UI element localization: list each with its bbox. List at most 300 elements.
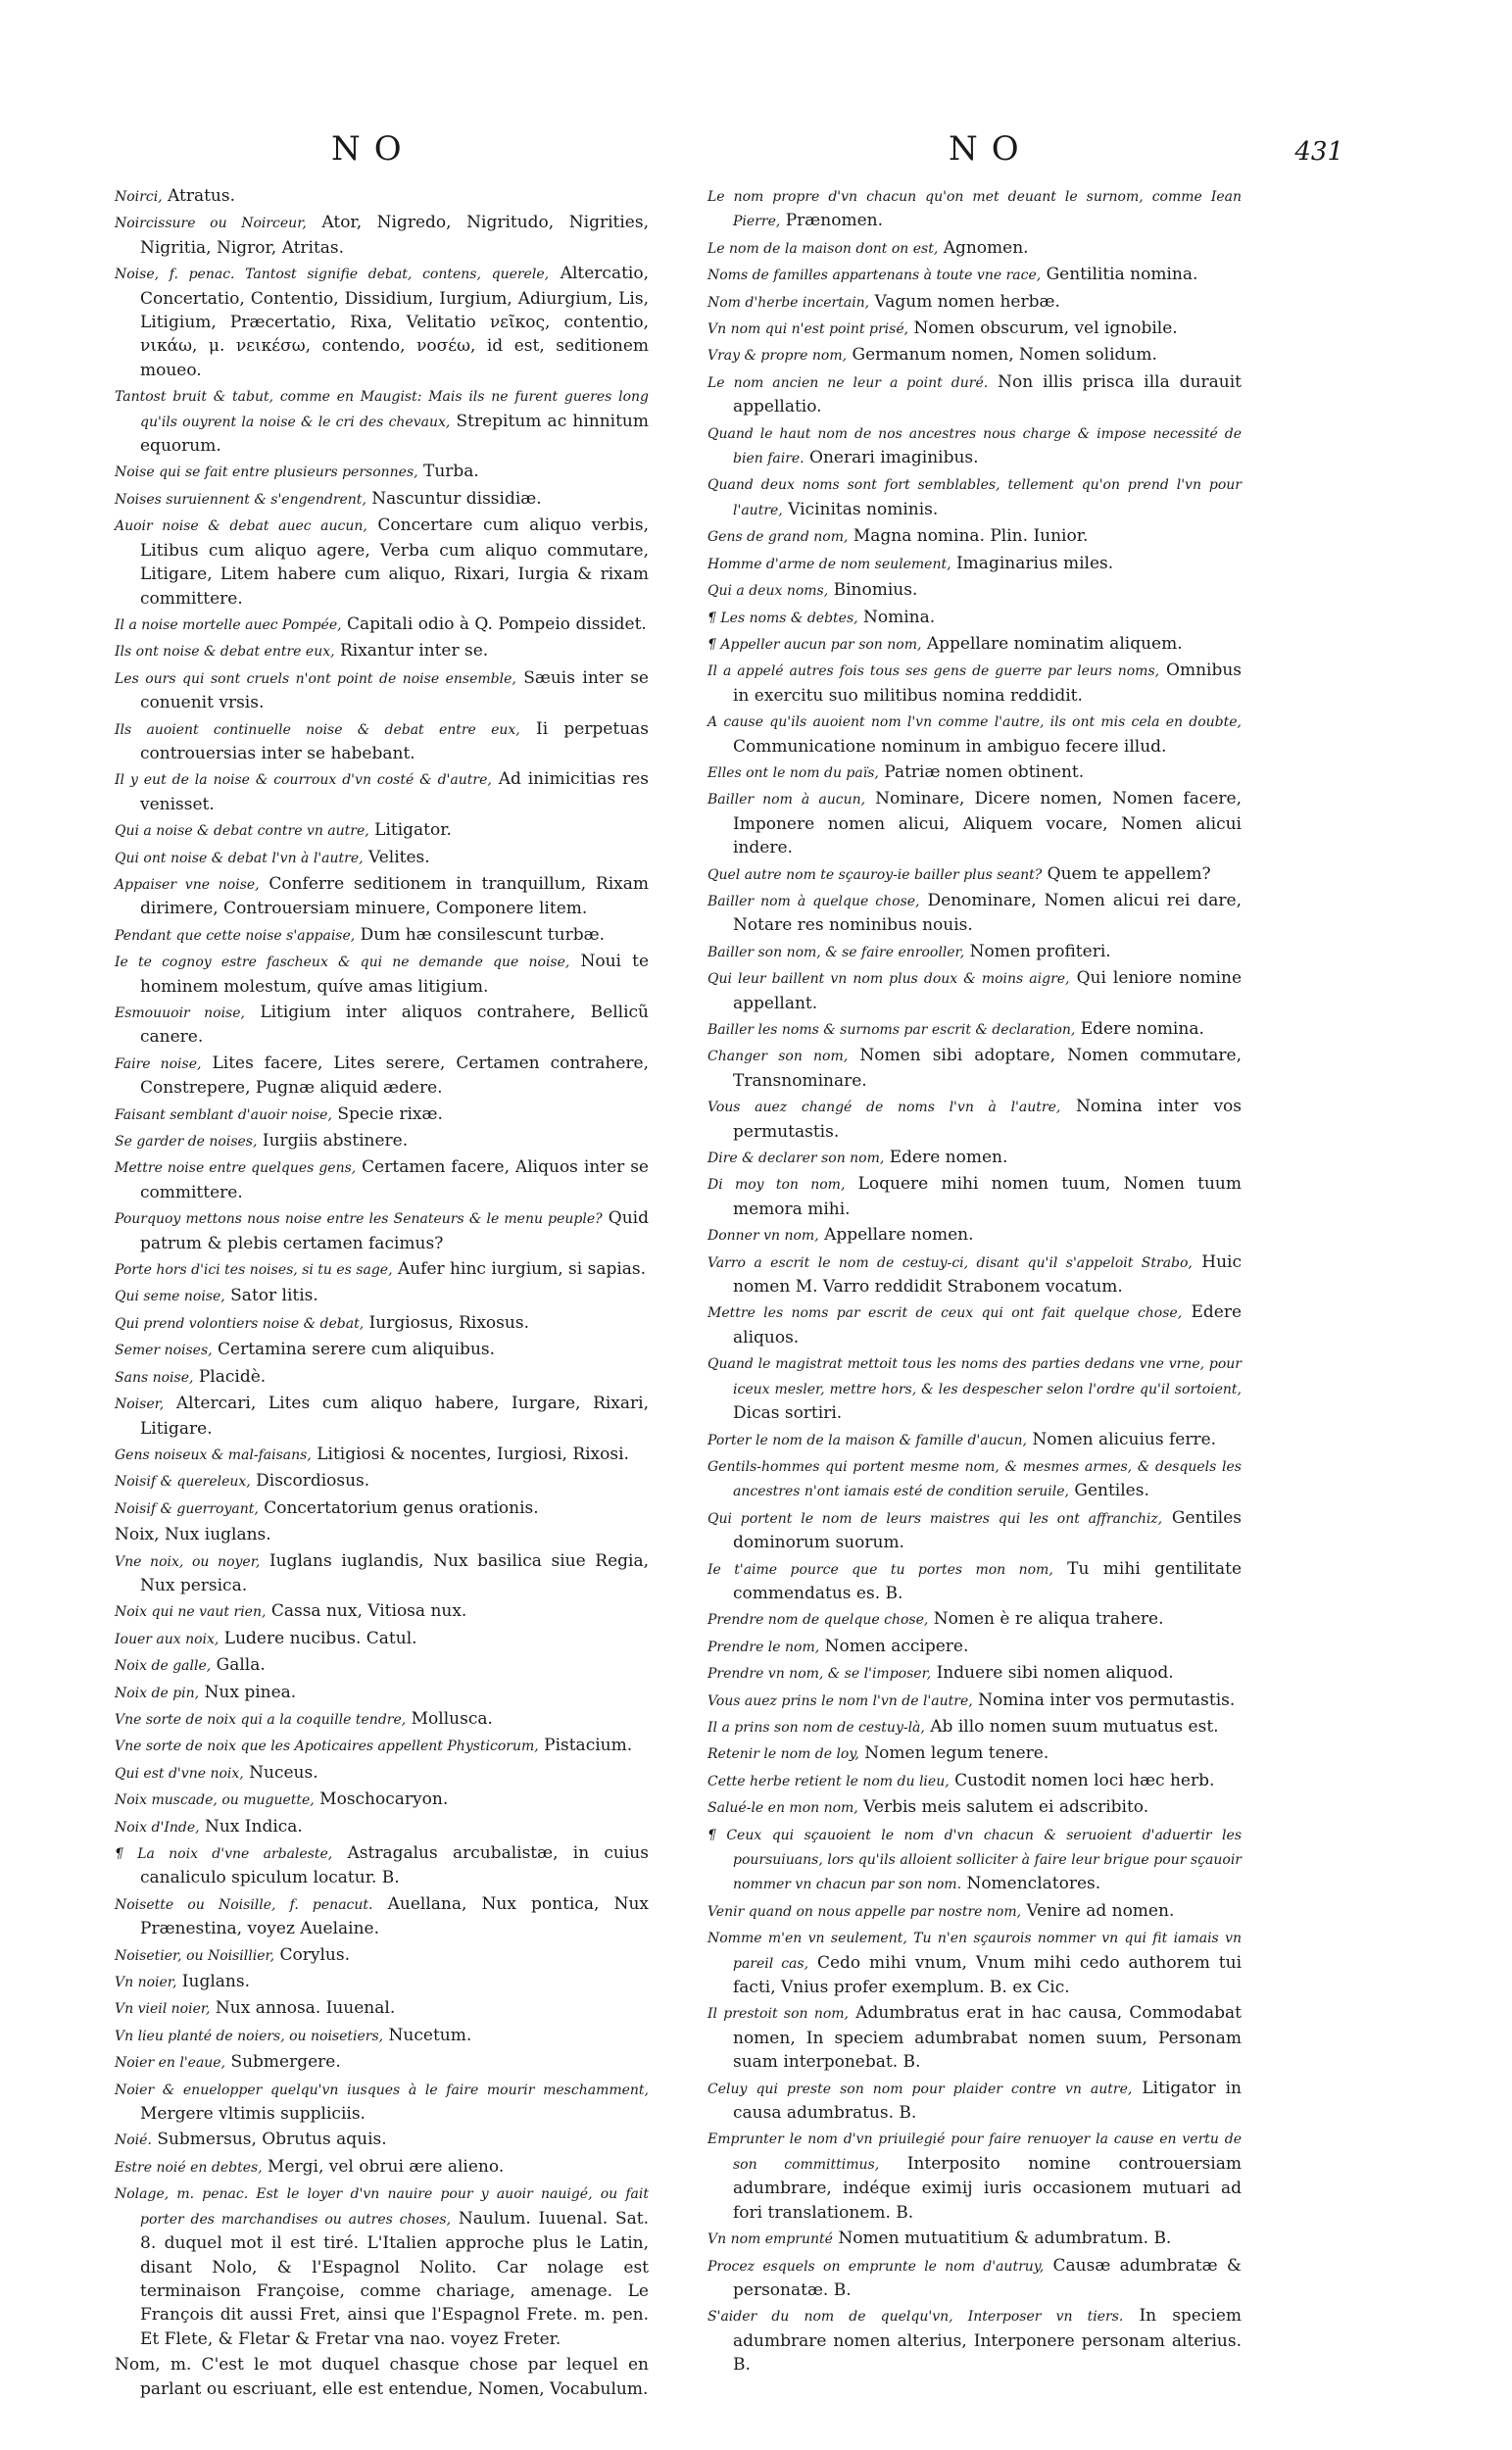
entry-french: Nom d'herbe incertain,	[707, 294, 870, 311]
dictionary-entry	[707, 1741, 1242, 1766]
entry-french: Qui prend volontiers noise & debat,	[115, 1315, 365, 1332]
dictionary-entry	[707, 1095, 1242, 1144]
entry-latin: Iuglans iuglandis, Nux basilica siue Regia, Nux persica.	[140, 1550, 649, 1595]
entry-latin: Specie rixæ.	[337, 1103, 443, 1124]
entry-latin: Quid patrum & plebis certamen facimus?	[140, 1208, 650, 1253]
entry-latin: Cassa nux, Vitiosa nux.	[270, 1601, 467, 1622]
dictionary-entry	[115, 2181, 649, 2351]
dictionary-entry	[115, 184, 649, 209]
entry-latin: Nux pinea.	[204, 1682, 297, 1702]
entry-french: Il a noise mortelle auec Pompée,	[115, 616, 342, 633]
entry-french: Vn vieil noier,	[115, 2001, 211, 2018]
entry-french: Noisetier, ou Noisillier,	[115, 1947, 275, 1964]
entry-french: Mettre noise entre quelques gens,	[115, 1160, 357, 1177]
entry-latin: Atratus.	[168, 186, 236, 206]
entry-french: Vne noix, ou noyer,	[115, 1553, 261, 1570]
entry-latin: Quem te appellem?	[1047, 863, 1211, 884]
entry-latin: Ab illo nomen suum mutuatus est.	[930, 1716, 1219, 1737]
entry-latin: Gentiles dominorum suorum.	[733, 1507, 1242, 1553]
entry-french: Faire noise,	[115, 1055, 202, 1072]
entry-latin: Causæ adumbratæ & personatæ. B.	[733, 2255, 1242, 2300]
dictionary-entry	[707, 2127, 1242, 2225]
dictionary-entry	[707, 1250, 1242, 1299]
dictionary-entry	[115, 262, 649, 382]
dictionary-entry	[115, 1599, 649, 1624]
entry-french: ¶ Ceux qui sçauoient le nom d'vn chacun & seruoient d'aduertir les poursuiuans, lors qu'ils alloient solliciter à faire leur brigue pour sçauoir nommer vn chacun par son nom.	[707, 1827, 1242, 1893]
dictionary-entry	[707, 1689, 1242, 1713]
entry-latin: Nomen legum tenere.	[864, 1743, 1049, 1764]
dictionary-entry	[707, 578, 1242, 603]
entry-latin: Rixantur inter se.	[339, 641, 489, 662]
entry-latin: Omnibus in exercitu suo militibus nomina reddidit.	[733, 661, 1243, 706]
dictionary-entry	[115, 846, 649, 870]
entry-latin: Nomina inter vos permutastis.	[978, 1690, 1236, 1710]
entry-french: Ils ont noise & debat entre eux,	[115, 644, 335, 661]
dictionary-entry	[115, 767, 649, 816]
entry-french: Emprunter le nom d'vn priuilegié pour faire renuoyer la cause en vertu de son committimus,	[707, 2132, 1242, 2173]
entry-latin: Auellana, Nux pontica, Nux Prænestina, voyez Auelaine.	[140, 1893, 649, 1939]
dictionary-entry	[115, 666, 649, 715]
entry-french: Qui portent le nom de leurs maistres qui les ont affranchiz,	[707, 1510, 1163, 1527]
dictionary-entry	[115, 1365, 649, 1390]
dictionary-entry	[707, 2077, 1242, 2126]
dictionary-entry	[707, 787, 1242, 859]
dictionary-entry	[707, 1300, 1242, 1349]
entry-latin: Dum hæ consilescunt turbæ.	[360, 924, 605, 945]
dictionary-entry	[707, 472, 1242, 522]
entry-latin: Astragalus arcubalistæ, in cuius canaliculo spiculum locatur. B.	[140, 1843, 649, 1888]
entry-latin: Ii perpetuas controuersias inter se habebant.	[140, 718, 650, 763]
entry-latin: Verbis meis salutem ei adscribito.	[863, 1797, 1149, 1818]
entry-french: Nolage, m. penac. Est le loyer d'vn nauire pour y auoir nauigé, ou fait porter des marchandises ou autres choses,	[115, 2186, 649, 2228]
dictionary-entry	[115, 1970, 649, 1994]
entry-latin: Dicas sortiri.	[733, 1403, 843, 1424]
entry-french: Vous auez changé de noms l'vn à l'autre,	[707, 1100, 1061, 1116]
entry-latin: Velites.	[367, 847, 430, 867]
dictionary-entry	[115, 211, 649, 260]
entry-french: Dire & declarer son nom,	[707, 1151, 885, 1167]
entry-latin: Adumbratus erat in hac causa, Commodabat nomen, In speciem adumbrabat nomen suum, Personam suam interponebat. B.	[733, 2003, 1243, 2073]
dictionary-entry	[707, 2304, 1242, 2376]
entry-french: Mettre les noms par escrit de ceux qui ont fait quelque chose,	[707, 1305, 1183, 1322]
entry-french: S'aider du nom de quelqu'vn, Interposer vn tiers.	[707, 2309, 1124, 2326]
dictionary-entry	[707, 1351, 1242, 1425]
entry-latin: Submergere.	[230, 2052, 341, 2073]
entry-latin: Vicinitas nominis.	[788, 499, 939, 519]
entry-latin: Imaginarius miles.	[955, 553, 1114, 573]
entry-latin: Lites facere, Lites serere, Certamen contrahere, Constrepere, Pugnæ aliquid ædere.	[140, 1053, 650, 1099]
entry-french: Vn nom emprunté	[707, 2231, 833, 2248]
entry-latin: Non illis prisca illa durauit appellatio.	[733, 371, 1242, 417]
dictionary-entry	[707, 2001, 1242, 2074]
entry-latin: Discordiosus.	[256, 1471, 370, 1492]
entry-french: Qui seme noise,	[115, 1289, 225, 1305]
entry-latin: Nomenclatores.	[966, 1874, 1101, 1894]
entry-latin: Litigium inter aliquos contrahere, Bellicũ canere.	[140, 1003, 649, 1048]
entry-french: Sans noise,	[115, 1369, 194, 1386]
entry-french: Salué-le en mon nom,	[707, 1800, 858, 1817]
entry-french: Bailler nom à quelque chose,	[707, 893, 920, 909]
entry-latin: Concertatorium genus orationis.	[264, 1497, 539, 1518]
dictionary-entry	[115, 1841, 649, 1890]
dictionary-entry	[707, 1926, 1242, 1999]
entry-french: Gentils-hommes qui portent mesme nom, & mesmes armes, & desquels les ancestres n'ont iamais esté de condition seruile,	[707, 1458, 1242, 1500]
entry-french: Il a appelé autres fois tous ses gens de guerre par leurs noms,	[707, 663, 1160, 680]
entry-french: Qui ont noise & debat l'vn à l'autre,	[115, 850, 364, 866]
dictionary-entry	[707, 236, 1242, 261]
dictionary-entry	[707, 1017, 1242, 1042]
entry-french: ¶ La noix d'vne arbaleste,	[115, 1846, 333, 1862]
entry-french: Noise, f. penac. Tantost signifie debat, contens, querele,	[115, 267, 550, 283]
entry-latin: In speciem adumbrare nomen alterius, Interponere personam alterius. B.	[733, 2306, 1243, 2376]
entry-french: ¶ Les noms & debtes,	[707, 610, 858, 626]
dictionary-entry	[707, 659, 1242, 708]
dictionary-entry	[115, 1052, 649, 1101]
entry-latin: Pistacium.	[544, 1736, 633, 1756]
entry-latin: Induere sibi nomen aliquod.	[936, 1663, 1174, 1684]
entry-latin: Nuceus.	[249, 1762, 318, 1783]
entry-latin: Nomen sibi adoptare, Nomen commutare, Transnominare.	[733, 1046, 1242, 1091]
entry-latin: Naulum. Iuuenal. Sat. 8. duquel mot il est tiré. L'Italien approche plus le Latin, disant Nolo, & l'Espagnol Nolito. Car nolage est terminaison Françoise, comme chariage, amenage. Le François dit aussi Fret, ainsi que l'Espagnol Frete. m. pen. Et Flete, & Fletar & Fretar vna nao. voyez Freter.	[140, 2208, 649, 2349]
entry-french: Il y eut de la noise & courroux d'vn costé & d'autre,	[115, 772, 492, 789]
entry-latin: Aufer hinc iurgium, si sapias.	[397, 1259, 647, 1280]
entry-french: Nomme m'en vn seulement, Tu n'en sçaurois nommer vn qui fit iamais vn pareil cas,	[707, 1931, 1242, 1972]
dictionary-entry	[115, 1392, 649, 1441]
entry-latin: Mollusca.	[411, 1708, 493, 1729]
dictionary-entry	[115, 2024, 649, 2048]
entry-latin: Altercatio, Concertatio, Contentio, Dissidium, Iurgium, Adiurgium, Lis, Litigium, Præcertatio, Rixa, Velitatio νεῖκος, contentio, νικάω, μ. νεικέσω, contendo, νοσέω, id est, seditionem moueo.	[140, 264, 649, 380]
entry-latin: Nucetum.	[388, 2025, 472, 2045]
entry-latin: Communicatione nominum in ambiguo fecere illud.	[733, 736, 1167, 757]
dictionary-entry	[707, 862, 1242, 887]
entry-french: Venir quand on nous appelle par nostre nom,	[707, 1903, 1022, 1920]
dictionary-entry	[707, 1769, 1242, 1793]
dictionary-entry	[115, 1206, 649, 1255]
dictionary-entry	[707, 184, 1242, 234]
dictionary-entry	[707, 1044, 1242, 1093]
entry-french: Donner vn nom,	[707, 1228, 819, 1245]
entry-french: Noix qui ne vaut rien,	[115, 1604, 267, 1621]
dictionary-entry	[115, 923, 649, 948]
entry-latin: Edere nomen.	[889, 1148, 1008, 1168]
entry-french: Il a prins son nom de cestuy-là,	[707, 1719, 925, 1736]
entry-french: Qui leur baillent vn nom plus doux & moins aigre,	[707, 971, 1070, 988]
dictionary-entry	[115, 460, 649, 484]
dictionary-entry	[707, 1506, 1242, 1555]
entry-french: Porte hors d'ici tes noises, si tu es sage,	[115, 1262, 393, 1279]
entry-latin: Litigator in causa adumbratus. B.	[733, 2078, 1242, 2124]
entry-french: Noms de familles appartenans à toute vne race,	[707, 268, 1042, 284]
entry-latin: Venire ad nomen.	[1026, 1900, 1175, 1921]
dictionary-entry	[707, 524, 1242, 549]
entry-latin: Onerari imaginibus.	[809, 448, 979, 468]
entry-latin: Capitali odio à Q. Pompeio dissidet.	[346, 613, 647, 634]
dictionary-entry	[707, 632, 1242, 657]
entry-french: ¶ Appeller aucun par son nom,	[707, 636, 922, 653]
entry-latin: Cedo mihi vnum, Vnum mihi cedo authorem tui facti, Vnius profer exemplum. B. ex Cic.	[733, 1952, 1243, 1998]
entry-latin: Iurgiosus, Rixosus.	[368, 1312, 529, 1333]
entry-french: Tantost bruit & tabut, comme en Maugist: Mais ils ne furent gueres long qu'ils ouyrent la noise & le cri des chevaux,	[115, 389, 649, 430]
entry-french: Noisif & quereleux,	[115, 1474, 251, 1491]
dictionary-entry	[115, 1338, 649, 1362]
entry-latin: Sator litis.	[230, 1286, 318, 1306]
entry-french: Noise qui se fait entre plusieurs personnes,	[115, 465, 418, 481]
entry-latin: Appellare nominatim aliquem.	[926, 633, 1183, 654]
dictionary-entry	[707, 1899, 1242, 1924]
dictionary-entry	[707, 1795, 1242, 1820]
entry-latin: Conferre seditionem in tranquillum, Rixam dirimere, Controuersiam minuere, Componere litem.	[140, 873, 649, 919]
dictionary-entry	[115, 1469, 649, 1494]
entry-french: Vray & propre nom,	[707, 348, 848, 365]
dictionary-entry	[707, 1454, 1242, 1504]
entry-latin: Mergi, vel obrui ære alieno.	[268, 2156, 505, 2177]
entry-latin: Turba.	[423, 462, 479, 482]
dictionary-entry	[707, 1428, 1242, 1452]
entry-latin: Iuglans.	[181, 1972, 250, 1992]
entry-french: Le nom de la maison dont on est,	[707, 240, 939, 257]
entry-latin: Certamen facere, Aliquos inter se committere.	[140, 1157, 649, 1202]
entry-french: Gens de grand nom,	[707, 529, 849, 546]
entry-french: Vn lieu planté de noiers, ou noisetiers,	[115, 2028, 384, 2044]
dictionary-entry	[707, 1223, 1242, 1248]
entry-french: Noisif & guerroyant,	[115, 1500, 259, 1517]
dictionary-entry	[115, 1653, 649, 1678]
right-column	[707, 184, 1242, 2379]
entry-latin: Binomius.	[833, 580, 918, 601]
entry-french: Varro a escrit le nom de cestuy-ci, disant qu'il s'appeloit Strabo,	[707, 1254, 1193, 1271]
entry-latin: Sæuis inter se conuenit vrsis.	[140, 667, 649, 713]
dictionary-entry	[115, 717, 649, 766]
running-header	[0, 129, 1512, 188]
dictionary-entry	[115, 1257, 649, 1282]
entry-latin: Interposito nomine controuersiam adumbrare, indéque eximij iuris occasionem mutuari ad fori translationem. B.	[733, 2153, 1242, 2223]
entry-french: Vne sorte de noix qui a la coquille tendre,	[115, 1711, 407, 1728]
entry-latin: Nomen accipere.	[824, 1636, 969, 1656]
dictionary-entry	[115, 1523, 649, 1546]
entry-french: Prendre nom de quelque chose,	[707, 1612, 929, 1629]
entry-french: Retenir le nom de loy,	[707, 1746, 859, 1763]
left-column	[115, 184, 649, 2403]
dictionary-entry	[115, 2050, 649, 2075]
entry-french: Changer son nom,	[707, 1049, 849, 1065]
entry-french: Noix d'Inde,	[115, 1819, 200, 1836]
entry-latin: Nomen profiteri.	[969, 941, 1111, 961]
dictionary-entry	[115, 1627, 649, 1651]
entry-french: Noises suruiennent & s'engendrent,	[115, 491, 366, 508]
entry-french: Vn noier,	[115, 1975, 177, 1991]
dictionary-entry	[707, 1607, 1242, 1632]
entry-latin: Altercari, Lites cum aliquo habere, Iurgare, Rixari, Litigare.	[140, 1394, 649, 1439]
dictionary-entry	[115, 2078, 649, 2127]
entry-latin: Litigator.	[374, 820, 452, 841]
entry-french: A cause qu'ils auoient nom l'vn comme l'autre, ils ont mis cela en doubte,	[707, 714, 1242, 731]
entry-french: Vn nom qui n'est point prisé,	[707, 321, 909, 338]
entry-latin: Nomina inter vos permutastis.	[733, 1097, 1243, 1142]
dictionary-entry	[115, 2155, 649, 2180]
entry-latin: Vagum nomen herbæ.	[874, 291, 1060, 312]
dictionary-entry	[707, 1557, 1242, 1606]
entry-latin: Mergere vltimis suppliciis.	[140, 2104, 366, 2125]
entry-french: Pendant que cette noise s'appaise,	[115, 927, 356, 944]
entry-french: Quand le magistrat mettoit tous les noms des parties dedans vne vrne, pour iceux mesler, mettre hors, & les despescher selon l'ordre qu'il sortoient,	[707, 1356, 1242, 1397]
entry-french: Bailler les noms & surnoms par escrit & declaration,	[707, 1022, 1076, 1038]
entry-latin: Qui leniore nomine appellant.	[733, 968, 1243, 1013]
entry-french: Homme d'arme de nom seulement,	[707, 556, 951, 572]
entry-french: Faisant semblant d'auoir noise,	[115, 1106, 332, 1123]
entry-latin: Litigiosi & nocentes, Iurgiosi, Rixosi.	[317, 1444, 629, 1464]
entry-latin: Galla.	[216, 1655, 266, 1676]
entry-latin: Nomina.	[863, 607, 936, 627]
dictionary-entry	[115, 514, 649, 611]
entry-french: Quand le haut nom de nos ancestres nous charge & impose necessité de bien faire.	[707, 425, 1242, 467]
entry-latin: Nux annosa. Iuuenal.	[215, 1998, 396, 2019]
entry-latin: Noix, Nux iuglans.	[115, 1525, 271, 1545]
entry-latin: Ad inimicitias res venisset.	[140, 769, 650, 814]
entry-latin: Gentiles.	[1074, 1481, 1149, 1501]
dictionary-entry	[115, 639, 649, 663]
entry-french: Ie te cognoy estre fascheux & qui ne demande que noise,	[115, 955, 570, 971]
dictionary-entry	[115, 1815, 649, 1839]
dictionary-entry	[115, 612, 649, 637]
entry-latin: Nom, m. C'est le mot duquel chasque chose par lequel en parlant ou escriuant, elle est entendue, Nomen, Vocabulum.	[115, 2355, 649, 2399]
entry-latin: Certamina serere cum aliquibus.	[218, 1340, 496, 1360]
dictionary-entry	[115, 1734, 649, 1758]
entry-latin: Ludere nucibus. Catul.	[223, 1628, 417, 1648]
entry-french: Qui a deux noms,	[707, 583, 829, 600]
entry-latin: Nomen è re aliqua trahere.	[933, 1609, 1164, 1630]
entry-french: Noié.	[115, 2132, 152, 2149]
entry-latin: Submersus, Obrutus aquis.	[157, 2130, 387, 2150]
dictionary-entry	[115, 1443, 649, 1467]
entry-latin: Nascuntur dissidiæ.	[371, 488, 542, 509]
entry-latin: Iurgiis abstinere.	[262, 1131, 409, 1152]
entry-french: Le nom propre d'vn chacun qu'on met deuant le surnom, comme Iean Pierre,	[707, 189, 1242, 230]
dictionary-entry	[115, 1549, 649, 1598]
entry-french: Ils auoient continuelle noise & debat entre eux,	[115, 721, 520, 738]
dictionary-entry	[707, 370, 1242, 419]
dictionary-entry	[707, 1823, 1242, 1897]
dictionary-entry	[115, 1155, 649, 1204]
entry-french: Porter le nom de la maison & famille d'aucun,	[707, 1432, 1027, 1448]
entry-french: Esmouuoir noise,	[115, 1005, 245, 1021]
entry-french: Celuy qui preste son nom pour plaider contre vn autre,	[707, 2081, 1133, 2097]
dictionary-entry	[707, 760, 1242, 785]
dictionary-entry	[707, 317, 1242, 341]
entry-french: Noix de galle,	[115, 1658, 212, 1675]
entry-latin: Magna nomina. Plin. Iunior.	[853, 526, 1089, 547]
entry-latin: Tu mihi gentilitate commendatus es. B.	[733, 1558, 1243, 1603]
entry-latin: Nomen obscurum, vel ignobile.	[913, 318, 1178, 339]
dictionary-entry	[707, 290, 1242, 315]
entry-latin: Edere aliquos.	[733, 1302, 1243, 1348]
entry-french: Le nom ancien ne leur a point duré.	[707, 374, 989, 391]
entry-french: Les ours qui sont cruels n'ont point de noise ensemble,	[115, 670, 516, 687]
entry-latin: Strepitum ac hinnitum equorum.	[140, 411, 650, 457]
running-head-left: NO	[331, 129, 415, 169]
entry-french: Quand deux noms sont fort semblables, tellement qu'on prend l'vn pour l'autre,	[707, 477, 1242, 518]
dictionary-entry	[115, 2128, 649, 2152]
entry-latin: Denominare, Nomen alicui rei dare, Notare res nominibus nouis.	[733, 890, 1243, 936]
running-head-right: NO	[949, 129, 1033, 169]
entry-latin: Corylus.	[279, 1944, 351, 1965]
dictionary-entry	[115, 818, 649, 843]
page-number: 431	[1294, 137, 1343, 167]
dictionary-entry	[707, 1146, 1242, 1170]
entry-french: Noiser,	[115, 1396, 165, 1413]
entry-latin: Edere nomina.	[1080, 1019, 1204, 1039]
entry-french: Noier & enuelopper quelqu'vn iusques à le faire mourir meschamment,	[115, 2082, 649, 2098]
entry-latin: Huic nomen M. Varro reddidit Strabonem vocatum.	[733, 1251, 1243, 1298]
entry-latin: Ator, Nigredo, Nigritudo, Nigrities, Nigritia, Nigror, Atritas.	[140, 213, 649, 258]
entry-french: Vne sorte de noix que les Apoticaires appellent Physticorum,	[115, 1739, 539, 1755]
dictionary-entry	[115, 1284, 649, 1308]
entry-french: Il prestoit son nom,	[707, 2006, 849, 2023]
entry-french: Ie t'aime pource que tu portes mon nom,	[707, 1561, 1053, 1578]
entry-french: Semer noises,	[115, 1343, 213, 1359]
entry-french: Qui est d'vne noix,	[115, 1765, 244, 1782]
entry-latin: Nominare, Dicere nomen, Nomen facere, Imponere nomen alicui, Aliquem vocare, Nomen alicui indere.	[733, 789, 1242, 858]
dictionary-entry	[707, 966, 1242, 1015]
dictionary-entry	[115, 487, 649, 512]
dictionary-entry	[115, 950, 649, 999]
dictionary-entry	[707, 421, 1242, 471]
dictionary-entry	[115, 872, 649, 921]
entry-latin: Noui te hominem molestum, quíve amas litigium.	[140, 952, 649, 997]
dictionary-entry	[707, 1635, 1242, 1659]
entry-french: Noix de pin,	[115, 1685, 200, 1701]
entry-french: Gens noiseux & mal-faisans,	[115, 1446, 312, 1463]
entry-french: Noier en l'eaue,	[115, 2055, 226, 2072]
entry-french: Qui a noise & debat contre vn autre,	[115, 823, 369, 840]
dictionary-entry	[115, 1788, 649, 1812]
entry-latin: Placidè.	[198, 1366, 267, 1387]
entry-latin: Nomen alicuius ferre.	[1032, 1429, 1217, 1449]
dictionary-entry	[707, 2227, 1242, 2251]
entry-french: Di moy ton nom,	[707, 1177, 846, 1194]
entry-french: Iouer aux noix,	[115, 1631, 219, 1647]
entry-latin: Gentilitia nomina.	[1046, 265, 1198, 285]
entry-latin: Agnomen.	[943, 237, 1029, 258]
entry-french: Estre noié en debtes,	[115, 2159, 263, 2176]
dictionary-entry	[707, 263, 1242, 287]
entry-french: Appaiser vne noise,	[115, 876, 260, 893]
entry-latin: Patriæ nomen obtinent.	[884, 761, 1085, 782]
entry-french: Bailler son nom, & se faire enrooller,	[707, 944, 965, 960]
entry-latin: Nomen mutuatitium & adumbratum. B.	[838, 2229, 1172, 2249]
entry-latin: Moschocaryon.	[319, 1789, 449, 1810]
entry-french: Prendre le nom,	[707, 1639, 820, 1655]
dictionary-entry	[707, 889, 1242, 938]
dictionary-entry	[707, 1172, 1242, 1221]
dictionary-entry	[115, 1311, 649, 1336]
entry-french: Noirci,	[115, 189, 163, 205]
entry-french: Procez esquels on emprunte le nom d'autruy,	[707, 2258, 1045, 2275]
dictionary-entry	[707, 343, 1242, 368]
entry-latin: Concertare cum aliquo verbis, Litibus cum aliquo agere, Verba cum aliquo commutare, Litigare, Litem habere cum aliquo, Rixari, Iurgia & rixam committere.	[140, 515, 649, 609]
dictionary-entry	[707, 710, 1242, 759]
entry-french: Se garder de noises,	[115, 1134, 258, 1151]
dictionary-entry	[707, 1715, 1242, 1740]
dictionary-entry	[115, 1129, 649, 1153]
dictionary-entry	[115, 1102, 649, 1127]
entry-latin: Appellare nomen.	[824, 1225, 974, 1246]
entry-latin: Loquere mihi nomen tuum, Nomen tuum memora mihi.	[733, 1174, 1242, 1219]
entry-french: Cette herbe retient le nom du lieu,	[707, 1773, 950, 1789]
entry-french: Noircissure ou Noirceur,	[115, 216, 307, 232]
dictionary-entry	[115, 1996, 649, 2021]
dictionary-entry	[115, 1496, 649, 1521]
entry-french: Quel autre nom te sçauroy-ie bailler plus seant?	[707, 866, 1043, 883]
